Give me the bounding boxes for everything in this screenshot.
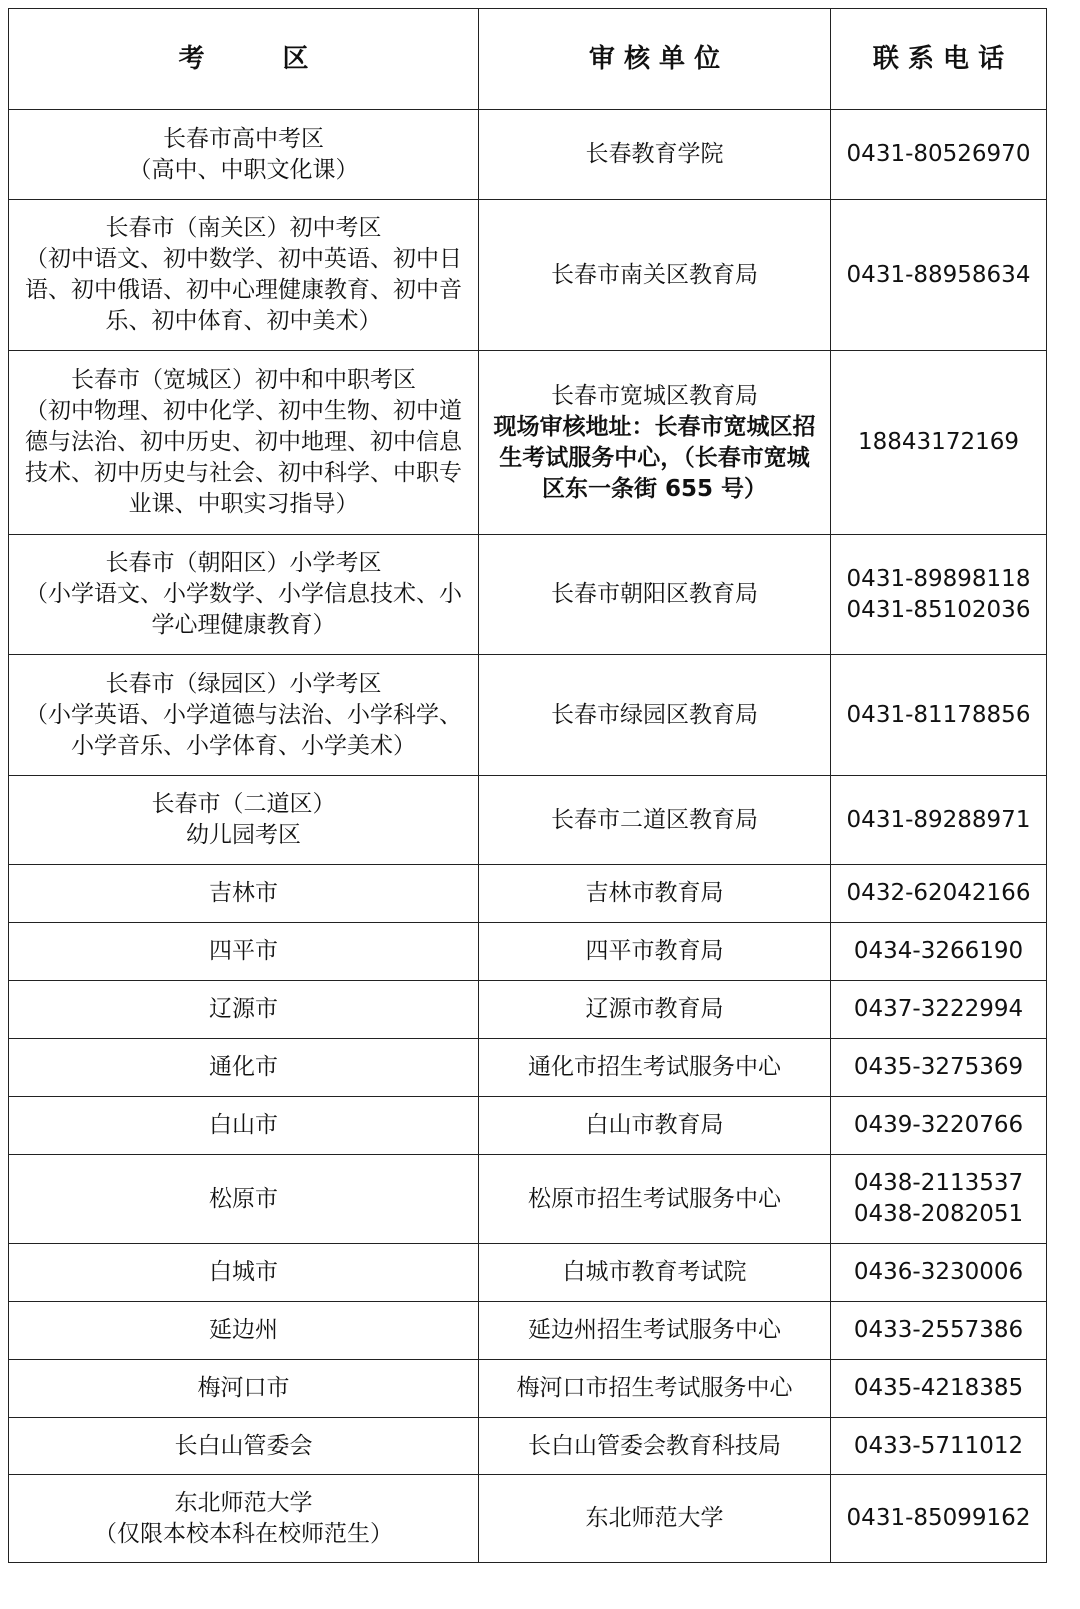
exam-area-line: 德与法治、初中历史、初中地理、初中信息 xyxy=(25,429,462,455)
phone-number: 0437-3222994 xyxy=(853,996,1024,1022)
phone-number: 0431-81178856 xyxy=(846,701,1031,728)
contact-phone-cell xyxy=(831,1155,1047,1244)
review-unit-line: 吉林市教育局 xyxy=(585,880,724,906)
phone-number: 0431-88958634 xyxy=(846,261,1031,288)
exam-area-cell xyxy=(9,200,479,351)
exam-area-line: （小学英语、小学道德与法治、小学科学、 xyxy=(25,701,462,728)
table-row xyxy=(9,1475,1047,1563)
review-unit-line: 长春市绿园区教育局 xyxy=(551,701,758,728)
phone-number: 0431-85099162 xyxy=(846,1505,1031,1531)
phone-number: 0436-3230006 xyxy=(853,1259,1024,1285)
table-row xyxy=(9,1418,1047,1475)
review-unit-cell xyxy=(479,1418,831,1475)
exam-area-line: 辽源市 xyxy=(209,996,278,1022)
review-unit-cell xyxy=(479,1155,831,1244)
exam-area-cell xyxy=(9,865,479,923)
review-unit-cell xyxy=(479,655,831,776)
exam-area-cell xyxy=(9,1039,479,1097)
exam-area-line: 长春市（宽城区）初中和中职考区 xyxy=(71,367,416,393)
review-unit-line: 四平市教育局 xyxy=(585,938,724,964)
review-unit-cell xyxy=(479,865,831,923)
contact-phone-cell xyxy=(831,1418,1047,1475)
exam-area-line: 技术、初中历史与社会、初中科学、中职专 xyxy=(25,460,462,486)
review-unit-line: 通化市招生考试服务中心 xyxy=(528,1054,781,1080)
review-unit-line: 长春市南关区教育局 xyxy=(551,261,758,288)
exam-area-cell xyxy=(9,351,479,535)
exam-area-line: 东北师范大学 xyxy=(174,1489,313,1516)
exam-area-line: 吉林市 xyxy=(209,880,278,906)
review-unit-line: 东北师范大学 xyxy=(585,1505,724,1531)
contact-phone-cell xyxy=(831,1244,1047,1302)
exam-area-cell xyxy=(9,1155,479,1244)
exam-area-cell xyxy=(9,981,479,1039)
review-unit-line: 白城市教育考试院 xyxy=(562,1259,747,1285)
exam-area-line: 梅河口市 xyxy=(197,1375,290,1401)
contact-phone-cell xyxy=(831,981,1047,1039)
exam-area-line: （高中、中职文化课） xyxy=(128,156,359,183)
review-unit-cell xyxy=(479,110,831,200)
exam-area-cell xyxy=(9,535,479,655)
table-row xyxy=(9,923,1047,981)
contact-phone-cell xyxy=(831,1475,1047,1563)
review-unit-line: 长春市朝阳区教育局 xyxy=(551,581,758,607)
exam-area-contact-table xyxy=(8,8,1047,1563)
exam-area-line: 幼儿园考区 xyxy=(186,822,301,848)
contact-phone-cell xyxy=(831,655,1047,776)
exam-area-line: 长春市高中考区 xyxy=(163,125,324,152)
table-row xyxy=(9,1302,1047,1360)
table-row xyxy=(9,200,1047,351)
review-unit-line: 白山市教育局 xyxy=(585,1112,724,1138)
exam-area-line: 白城市 xyxy=(209,1259,278,1285)
exam-area-cell xyxy=(9,1097,479,1155)
review-unit-cell xyxy=(479,1039,831,1097)
header-phone: 联 系 电 话 xyxy=(831,9,1047,110)
review-unit-cell xyxy=(479,981,831,1039)
phone-number: 0433-5711012 xyxy=(853,1432,1024,1459)
review-unit-cell xyxy=(479,1244,831,1302)
phone-number: 0431-80526970 xyxy=(846,141,1031,167)
exam-area-line: 语、初中俄语、初中心理健康教育、初中音 xyxy=(25,277,462,303)
review-unit-cell xyxy=(479,1302,831,1360)
contact-phone-cell xyxy=(831,776,1047,865)
phone-number: 0438-2082051 xyxy=(853,1201,1024,1227)
header-row xyxy=(9,9,1047,110)
exam-area-line: 四平市 xyxy=(209,938,278,964)
exam-area-cell xyxy=(9,923,479,981)
phone-number: 0434-3266190 xyxy=(853,938,1024,964)
onsite-review-address-line: 生考试服务中心，（长春市宽城 xyxy=(499,444,810,471)
table-row xyxy=(9,351,1047,535)
exam-area-cell xyxy=(9,776,479,865)
table-row xyxy=(9,1039,1047,1097)
exam-area-cell xyxy=(9,1360,479,1418)
table-row xyxy=(9,1155,1047,1244)
phone-number: 0431-85102036 xyxy=(846,596,1031,623)
review-unit-line: 长白山管委会教育科技局 xyxy=(528,1432,781,1459)
table-row xyxy=(9,981,1047,1039)
exam-area-cell xyxy=(9,1244,479,1302)
header-area: 考 区 xyxy=(9,9,479,110)
phone-number: 0435-4218385 xyxy=(853,1375,1024,1401)
phone-number: 18843172169 xyxy=(858,429,1019,455)
review-unit-cell xyxy=(479,776,831,865)
phone-number: 0438-2113537 xyxy=(853,1170,1024,1196)
exam-area-line: 长春市（二道区） xyxy=(151,791,336,817)
exam-area-line: 长春市（南关区）初中考区 xyxy=(105,215,382,241)
exam-area-cell xyxy=(9,655,479,776)
exam-area-line: 延边州 xyxy=(209,1317,278,1343)
contact-phone-cell xyxy=(831,1097,1047,1155)
exam-area-line: 白山市 xyxy=(209,1112,278,1138)
review-unit-cell xyxy=(479,1097,831,1155)
table-row xyxy=(9,110,1047,200)
contact-phone-cell xyxy=(831,923,1047,981)
exam-area-line: 学心理健康教育） xyxy=(151,612,336,638)
exam-area-line: 长白山管委会 xyxy=(174,1432,313,1459)
contact-phone-cell xyxy=(831,1039,1047,1097)
phone-number: 0431-89898118 xyxy=(846,565,1031,592)
table-row xyxy=(9,655,1047,776)
contact-phone-cell xyxy=(831,865,1047,923)
review-unit-cell xyxy=(479,1360,831,1418)
phone-number: 0433-2557386 xyxy=(853,1317,1024,1343)
contact-phone-cell xyxy=(831,351,1047,535)
contact-phone-cell xyxy=(831,1360,1047,1418)
contact-phone-cell xyxy=(831,110,1047,200)
table-row xyxy=(9,1360,1047,1418)
contact-phone-cell xyxy=(831,1302,1047,1360)
onsite-review-address-line: 区东一条街 655 号） xyxy=(541,475,768,502)
contact-phone-cell xyxy=(831,535,1047,655)
table-row xyxy=(9,535,1047,655)
exam-area-line: （小学语文、小学数学、小学信息技术、小 xyxy=(25,581,462,607)
exam-area-cell xyxy=(9,110,479,200)
exam-area-line: （初中物理、初中化学、初中生物、初中道 xyxy=(25,398,462,424)
table-row xyxy=(9,1097,1047,1155)
review-unit-line: 松原市招生考试服务中心 xyxy=(528,1185,781,1212)
review-unit-line: 长春市宽城区教育局 xyxy=(551,382,758,409)
exam-area-line: （仅限本校本科在校师范生） xyxy=(94,1520,393,1547)
table-row xyxy=(9,1244,1047,1302)
onsite-review-address-line: 现场审核地址：长春市宽城区招 xyxy=(493,413,816,440)
review-unit-cell xyxy=(479,1475,831,1563)
review-unit-line: 辽源市教育局 xyxy=(585,996,724,1022)
exam-area-cell xyxy=(9,1302,479,1360)
phone-number: 0431-89288971 xyxy=(846,806,1031,833)
exam-area-line: 业课、中职实习指导） xyxy=(128,491,359,517)
review-unit-line: 长春市二道区教育局 xyxy=(551,806,758,833)
review-unit-line: 梅河口市招生考试服务中心 xyxy=(516,1375,793,1401)
table-row xyxy=(9,865,1047,923)
phone-number: 0435-3275369 xyxy=(853,1054,1024,1080)
phone-number: 0432-62042166 xyxy=(846,880,1031,906)
review-unit-line: 长春教育学院 xyxy=(585,141,724,167)
exam-area-cell xyxy=(9,1475,479,1563)
review-unit-cell xyxy=(479,200,831,351)
table-body xyxy=(9,110,1047,1563)
table-row xyxy=(9,776,1047,865)
exam-area-line: 乐、初中体育、初中美术） xyxy=(105,308,382,334)
contact-phone-cell xyxy=(831,200,1047,351)
review-unit-cell xyxy=(479,351,831,535)
phone-number: 0439-3220766 xyxy=(853,1112,1024,1138)
exam-area-cell xyxy=(9,1418,479,1475)
review-unit-line: 延边州招生考试服务中心 xyxy=(528,1317,781,1343)
exam-area-line: 长春市（朝阳区）小学考区 xyxy=(105,550,382,576)
header-unit: 审 核 单 位 xyxy=(479,9,831,110)
exam-area-line: 松原市 xyxy=(209,1185,278,1212)
review-unit-cell xyxy=(479,535,831,655)
exam-area-line: 小学音乐、小学体育、小学美术） xyxy=(71,732,416,759)
exam-area-line: 长春市（绿园区）小学考区 xyxy=(105,670,382,697)
exam-area-line: （初中语文、初中数学、初中英语、初中日 xyxy=(25,246,462,272)
review-unit-cell xyxy=(479,923,831,981)
exam-area-line: 通化市 xyxy=(209,1054,278,1080)
